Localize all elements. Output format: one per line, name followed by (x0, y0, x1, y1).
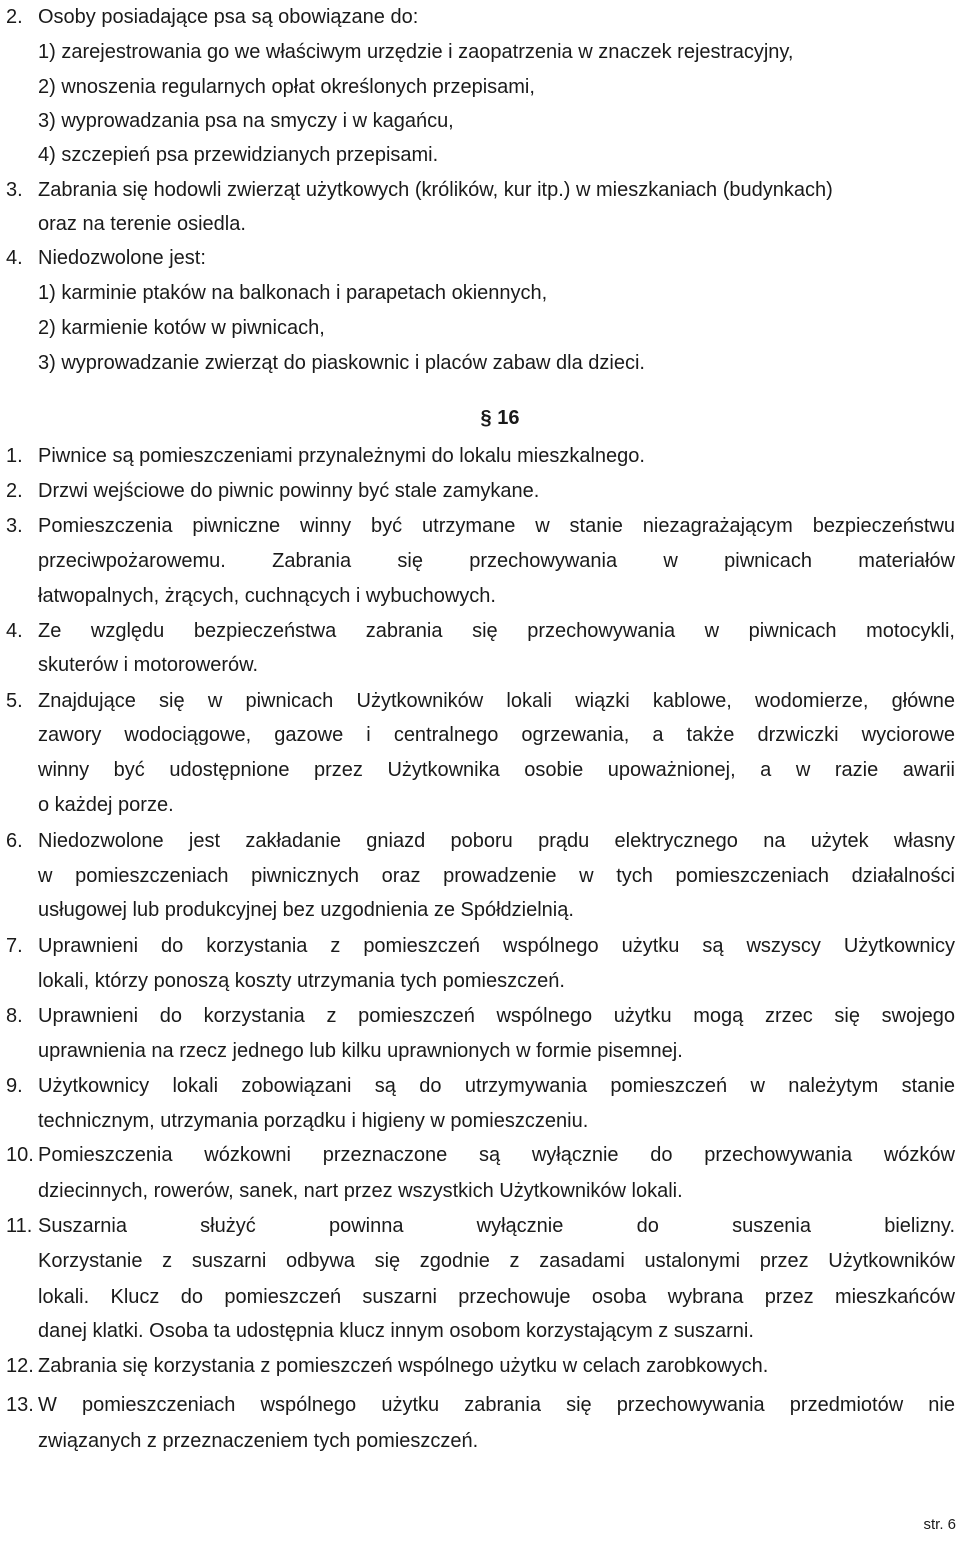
section-heading: § 16 (480, 407, 520, 429)
page-number: str. 6 (923, 1516, 956, 1533)
items_section-item-number: 11. (6, 1215, 33, 1237)
items_top-item-text: Zabrania się hodowli zwierząt użytkowych (królików, kur itp.) w mieszkaniach (budynkach) (38, 179, 833, 201)
items_section-item-text: danej klatki. Osoba ta udostępnia klucz innym osobom korzystającym z suszarni. (38, 1320, 754, 1342)
items_section-item-number: 5. (6, 690, 23, 712)
items_section-item-text: Zabrania się korzystania z pomieszczeń wspólnego użytku w celach zarobkowych. (38, 1355, 769, 1377)
items_top-item-number: 4. (6, 247, 23, 269)
items_section-item-text: Pomieszczenia wózkowni przeznaczone są wyłącznie do przechowywania wózków (38, 1144, 955, 1166)
items_top-item-text: Osoby posiadające psa są obowiązane do: (38, 6, 419, 28)
items_section-item-text: dziecinnych, rowerów, sanek, nart przez wszystkich Użytkowników lokali. (38, 1180, 683, 1202)
items_section-item-text: Niedozwolone jest zakładanie gniazd poboru prądu elektrycznego na użytek własny (38, 830, 955, 852)
items_section-item-number: 7. (6, 935, 23, 957)
items_section-item-text: Korzystanie z suszarni odbywa się zgodnie z zasadami ustalonymi przez Użytkowników (38, 1250, 955, 1272)
items_section-item-text: usługowej lub produkcyjnej bez uzgodnienia ze Spółdzielnią. (38, 899, 574, 921)
items_section-item-text: winny być udostępnione przez Użytkownika osobie upoważnionej, a w razie awarii (38, 759, 955, 781)
items_top-item-text: 1) zarejestrowania go we właściwym urzędzie i zaopatrzenia w znaczek rejestracyjny, (38, 41, 794, 63)
items_section-item-text: Uprawnieni do korzystania z pomieszczeń wspólnego użytku mogą zrzec się swojego (38, 1005, 955, 1027)
items_section-item-number: 1. (6, 445, 23, 467)
items_top-item-number: 3. (6, 179, 23, 201)
items_section-item-number: 8. (6, 1005, 23, 1027)
items_section-item-text: związanych z przeznaczeniem tych pomieszczeń. (38, 1430, 479, 1452)
items_section-item-text: Znajdujące się w piwnicach Użytkowników lokali wiązki kablowe, wodomierze, główne (38, 690, 955, 712)
items_top-item-text: 2) wnoszenia regularnych opłat określonych przepisami, (38, 76, 535, 98)
items_section-item-text: lokali, którzy ponoszą koszty utrzymania tych pomieszczeń. (38, 970, 565, 992)
items_section-item-text: o każdej porze. (38, 794, 174, 816)
items_section-item-number: 9. (6, 1075, 23, 1097)
items_top-item-text: Niedozwolone jest: (38, 247, 206, 269)
items_section-item-text: Ze względu bezpieczeństwa zabrania się przechowywania w piwnicach motocykli, (38, 620, 955, 642)
items_section-item-number: 6. (6, 830, 23, 852)
items_section-item-number: 12. (6, 1355, 34, 1377)
items_section-item-text: Uprawnieni do korzystania z pomieszczeń wspólnego użytku są wszyscy Użytkownicy (38, 935, 955, 957)
items_top-item-text: 1) karminie ptaków na balkonach i parapetach okiennych, (38, 282, 548, 304)
items_section-item-text: przeciwpożarowemu. Zabrania się przechowywania w piwnicach materiałów (38, 550, 955, 572)
items_section-item-text: lokali. Klucz do pomieszczeń suszarni przechowuje osoba wybrana przez mieszkańców (38, 1286, 955, 1308)
items_section-item-text: łatwopalnych, żrących, cuchnących i wybuchowych. (38, 585, 496, 607)
items_top-item-text: 3) wyprowadzanie zwierząt do piaskownic i placów zabaw dla dzieci. (38, 352, 645, 374)
items_section-item-text: Piwnice są pomieszczeniami przynależnymi do lokalu mieszkalnego. (38, 445, 645, 467)
items_section-item-text: zawory wodociągowe, gazowe i centralnego ogrzewania, a także drzwiczki wyciorowe (38, 724, 955, 746)
items_section-item-text: Suszarnia służyć powinna wyłącznie do suszenia bielizny. (38, 1215, 955, 1237)
items_section-item-number: 4. (6, 620, 23, 642)
items_top-item-text: 3) wyprowadzania psa na smyczy i w kagańcu, (38, 110, 454, 132)
items_section-item-number: 3. (6, 515, 23, 537)
items_section-item-number: 2. (6, 480, 23, 502)
items_section-item-number: 13. (6, 1394, 34, 1416)
items_section-item-text: Drzwi wejściowe do piwnic powinny być stale zamykane. (38, 480, 540, 502)
items_section-item-text: Użytkownicy lokali zobowiązani są do utrzymywania pomieszczeń w należytym stanie (38, 1075, 955, 1097)
items_section-item-text: uprawnienia na rzecz jednego lub kilku uprawnionych w formie pisemnej. (38, 1040, 683, 1062)
items_top-item-text: 4) szczepień psa przewidzianych przepisami. (38, 144, 439, 166)
items_section-item-text: W pomieszczeniach wspólnego użytku zabrania się przechowywania przedmiotów nie (38, 1394, 955, 1416)
items_section-item-number: 10. (6, 1144, 34, 1166)
items_top-item-text: oraz na terenie osiedla. (38, 213, 246, 235)
items_top-item-text: 2) karmienie kotów w piwnicach, (38, 317, 325, 339)
items_section-item-text: technicznym, utrzymania porządku i higieny w pomieszczeniu. (38, 1110, 589, 1132)
items_section-item-text: Pomieszczenia piwniczne winny być utrzymane w stanie niezagrażającym bezpieczeństwu (38, 515, 955, 537)
items_section-item-text: w pomieszczeniach piwnicznych oraz prowadzenie w tych pomieszczeniach działalności (38, 865, 955, 887)
items_section-item-text: skuterów i motorowerów. (38, 654, 259, 676)
items_top-item-number: 2. (6, 6, 23, 28)
